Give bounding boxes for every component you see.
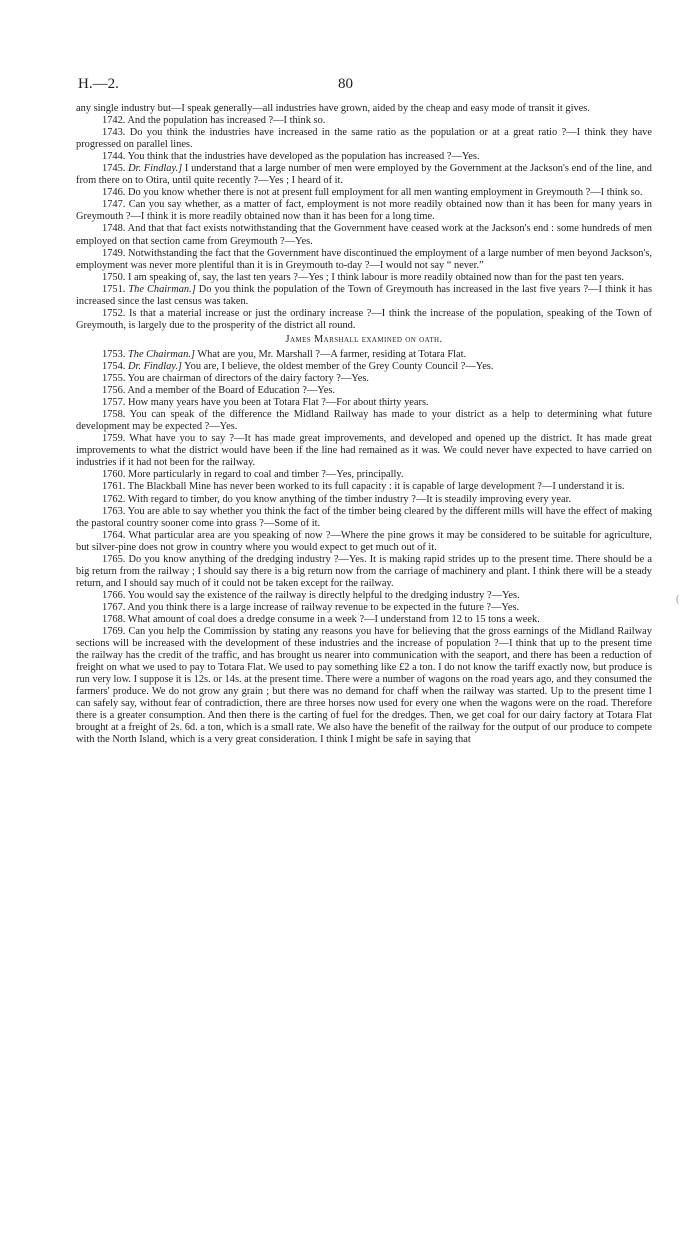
page-number: 80 (338, 76, 353, 92)
witness-heading: James Marshall examined on oath. (285, 333, 443, 345)
testimony-paragraph (76, 151, 652, 163)
testimony-paragraph (76, 223, 652, 247)
paragraph-text: 1765. Do you know anything of the dredging industry ?—Yes. It is making rapid strides up to the present time. There should be a big return from the railway ; I should say there is a big return now from the carriage of machinery and plant. I think there will be a steady return, and I should say much of it could not be taken except for the railway. (76, 553, 652, 589)
paragraph-text: You are, I believe, the oldest member of the Grey County Council ?—Yes. (181, 360, 494, 372)
paragraph-text: 1752. Is that a material increase or just the ordinary increase ?—I think the increase of the population, speaking of the Town of Greymouth, is largely due to the prosperity of the district all round. (76, 307, 652, 331)
testimony-paragraph (76, 590, 652, 602)
paragraph-text: 1762. With regard to timber, do you know anything of the timber industry ?—It is steadily improving every year. (102, 493, 572, 505)
testimony-paragraph (76, 506, 652, 530)
paragraph-text: I understand that a large number of men were employed by the Government at the Jackson's end of the line, and from there on to Otira, until quite recently ?—Yes ; I heard of it. (76, 163, 652, 187)
testimony-paragraph (76, 103, 652, 115)
testimony-paragraph (76, 361, 652, 373)
paragraph-text: 1749. Notwithstanding the fact that the Government have discontinued the employment of a large number of men beyond Jackson's, employment was never more plentiful than it is in Greymouth to-day ?—I would not say “ never.” (76, 247, 652, 271)
paragraph-text: any single industry but—I speak generally—all industries have grown, aided by the cheap and easy mode of transit it gives. (76, 103, 590, 114)
report-reference: H.—2. (78, 76, 119, 92)
paragraph-text: 1759. What have you to say ?—It has made great improvements, and developed and opened up the district. It has made great improvements to what the district would have been if the line had remained as it was. We could never have expected to have carried on industries if it had not been for the railway. (76, 433, 652, 469)
paragraph-text: 1755. You are chairman of directors of the dairy factory ?—Yes. (102, 373, 370, 385)
testimony-paragraph (76, 409, 652, 433)
paragraph-text: 1750. I am speaking of, say, the last ten years ?—Yes ; I think labour is more readily obtained now than for the past ten years. (102, 271, 625, 283)
testimony-paragraph (76, 199, 652, 223)
paragraph-text: 1758. You can speak of the difference the Midland Railway has made to your district as a help to determining what future development may be expected ?—Yes. (76, 409, 652, 433)
paragraph-text: 1767. And you think there is a large increase of railway revenue to be expected in the future ?—Yes. (102, 601, 520, 613)
question-number: 1754. (102, 360, 128, 372)
document-body (76, 103, 652, 746)
question-number: 1753. (102, 348, 128, 360)
speaker-name: Dr. Findlay.] (127, 360, 182, 372)
testimony-paragraph (76, 469, 652, 481)
testimony-paragraph (76, 385, 652, 397)
testimony-paragraph (76, 272, 652, 284)
testimony-paragraph (76, 115, 652, 127)
paragraph-text: 1744. You think that the industries have developed as the population has increased ?—Yes. (102, 151, 480, 163)
testimony-paragraph (76, 308, 652, 332)
paragraph-text: 1764. What particular area are you speaking of now ?—Where the pine grows it may be considered to be suitable for agriculture, but silver-pine does not grow in country where you would expect to get much out of it. (76, 529, 652, 553)
paragraph-text: 1766. You would say the existence of the railway is directly helpful to the dredging industry ?—Yes. (102, 589, 520, 601)
testimony-paragraph (76, 614, 652, 626)
paragraph-text: 1746. Do you know whether there is not at present full employment for all men wanting employment in Greymouth ?—I think so. (102, 187, 643, 199)
testimony-paragraph (76, 494, 652, 506)
question-number: 1751. (102, 283, 129, 295)
paragraph-text: Do you think the population of the Town of Greymouth has increased in the last five years ?—I think it has increased since the last census was taken. (76, 283, 652, 307)
testimony-paragraph (76, 127, 652, 151)
testimony-paragraph (76, 530, 652, 554)
testimony-paragraph (76, 554, 652, 590)
paragraph-text: 1743. Do you think the industries have increased in the same ratio as the population or at a great ratio ?—I think they have progressed on parallel lines. (76, 127, 652, 151)
testimony-paragraph (76, 433, 652, 469)
paragraph-text: 1769. Can you help the Commission by stating any reasons you have for believing that the gross earnings of the Midland Railway sections will be increased with the development of these industries and the increase of population ?—I think that up to the present time the railway has the credit of the traffic, and has brought us nearer into communication with the seaport, and there has been a reduction of freight on what we used to pay to Totara Flat. We used to pay something like £2 a ton. I do not know the tariff exactly now, but produce is run very low. I suppose it is 12s. or 14s. at the present time. There were a number of wagons on the road years ago, and they consumed the farmers' produce. We do not grow any grain ; but there was no demand for chaff when the railway was started. Up to the present time I can safely say, without fear of contradiction, there are three horses now used for every one when the wagons were on the road. Therefore there is a greater consumption. And then there is the carting of fuel for the dredges. Then, we get coal for our dairy factory at Totara Flat brought at a freight of 2s. 6d. a ton, which is a small rate. We also have the benefit of the railway for the output of our produce to compete with the North Island, which is a very great consideration. I think I might be safe in saying that (76, 626, 652, 746)
speaker-name: Dr. Findlay.] (128, 163, 183, 175)
question-number: 1745. (102, 163, 129, 175)
paragraph-text: 1768. What amount of coal does a dredge consume in a week ?—I understand from 12 to 15 tons a week. (102, 613, 540, 625)
paragraph-text: 1763. You are able to say whether you think the fact of the timber being cleared by the different mills will have the effect of making the pastoral country sooner come into grass ?—Some of it. (76, 505, 652, 529)
paragraph-text: 1747. Can you say whether, as a matter of fact, employment is not more readily obtained now than it has been for many years in Greymouth ?—I think it is more readily obtained now than it has been for a long time. (76, 199, 652, 223)
paragraph-text: 1757. How many years have you been at Totara Flat ?—For about thirty years. (102, 397, 429, 409)
paragraph-text: 1761. The Blackball Mine has never been worked to its full capacity : it is capable of large development ?—I understand it is. (102, 481, 625, 493)
testimony-paragraph (76, 626, 652, 746)
testimony-paragraph (76, 481, 652, 493)
margin-mark: ( (676, 594, 680, 605)
paragraph-text: 1742. And the population has increased ?—I think so. (102, 115, 326, 127)
testimony-paragraph (76, 248, 652, 272)
testimony-paragraph (76, 602, 652, 614)
testimony-paragraph (76, 187, 652, 199)
paragraph-text: 1760. More particularly in regard to coal and timber ?—Yes, principally. (102, 469, 404, 481)
testimony-paragraph (76, 349, 652, 361)
testimony-paragraph (76, 163, 652, 187)
speaker-name: The Chairman.] (128, 283, 196, 295)
testimony-paragraph (76, 284, 652, 308)
testimony-paragraph (76, 373, 652, 385)
speaker-name: The Chairman.] (127, 348, 195, 360)
paragraph-text: What are you, Mr. Marshall ?—A farmer, residing at Totara Flat. (194, 348, 467, 360)
testimony-paragraph (76, 397, 652, 409)
paragraph-text: 1748. And that that fact exists notwithstanding that the Government have ceased work at the Jackson's end : some hundreds of men employed on that section came from Greymouth ?—Yes. (76, 223, 652, 247)
paragraph-text: 1756. And a member of the Board of Education ?—Yes. (102, 385, 335, 397)
